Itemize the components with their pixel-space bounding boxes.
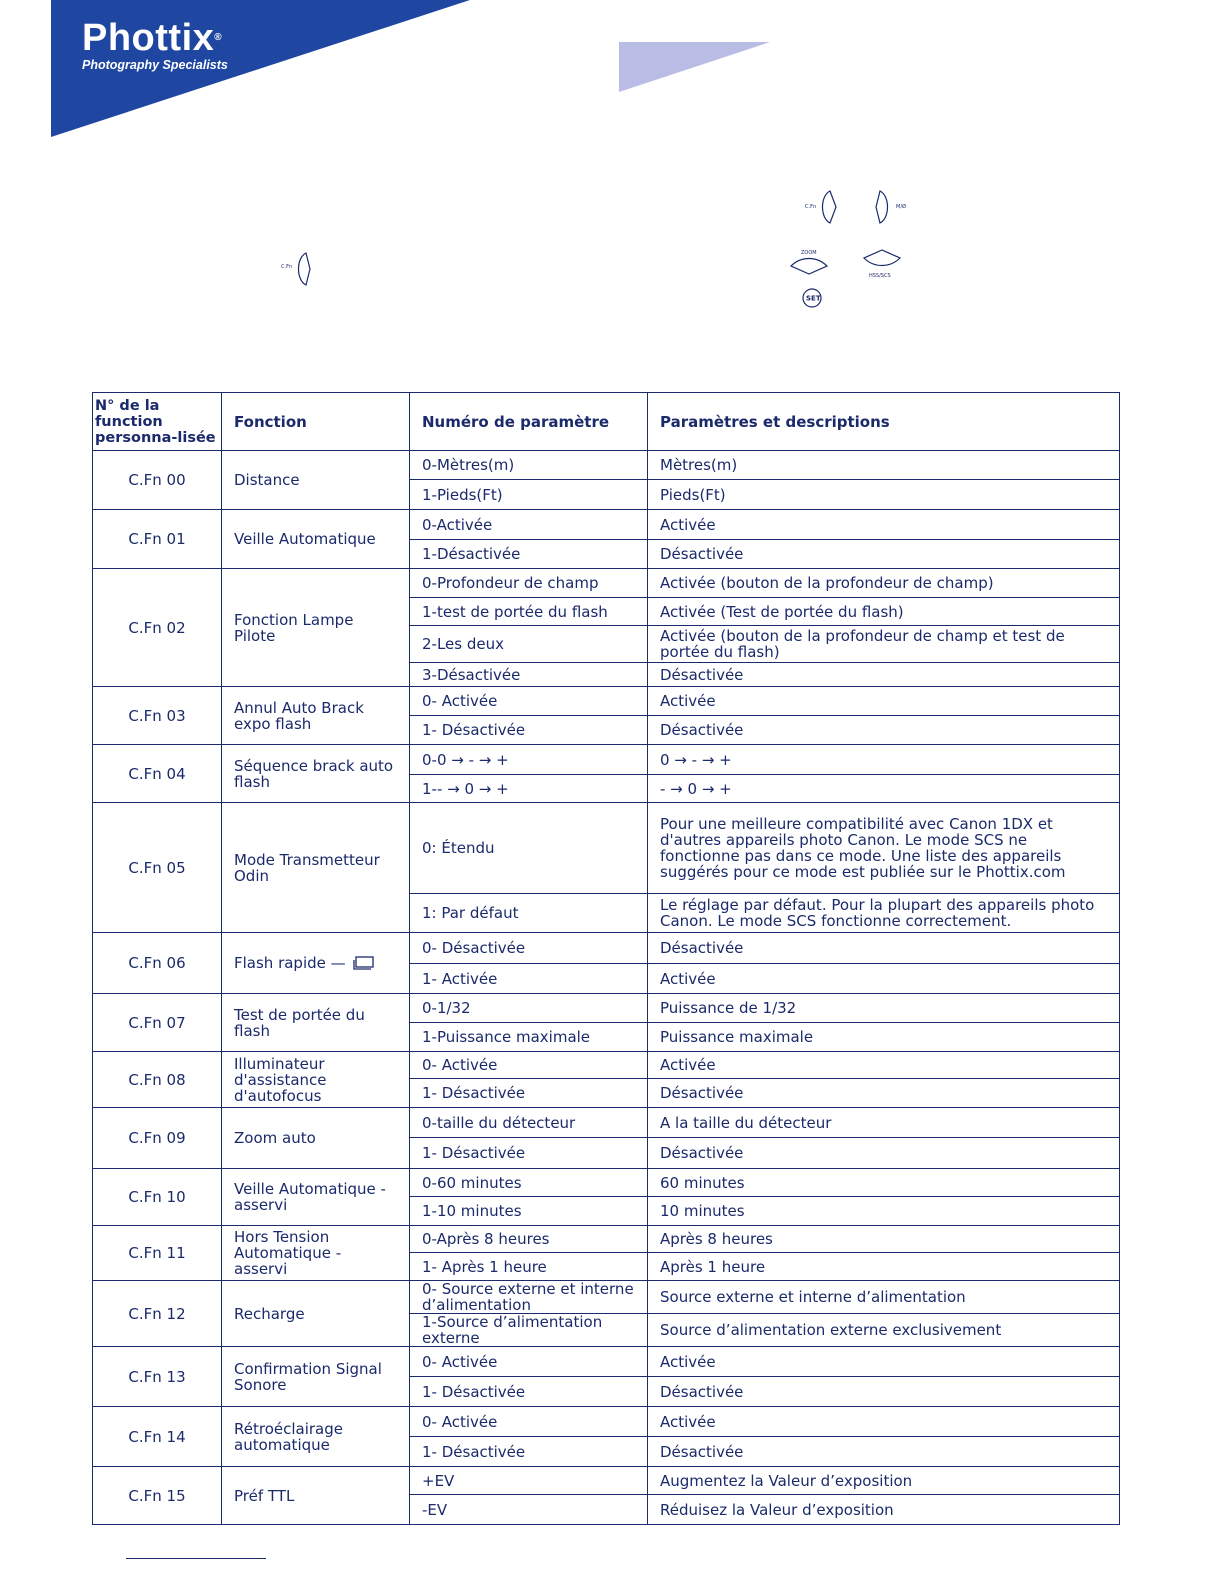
hss-scs-button-icon	[858, 246, 906, 280]
parameter-number-cell: 3-Désactivée	[410, 663, 648, 687]
parameter-number-cell: 1- Après 1 heure	[410, 1253, 648, 1281]
function-name-cell	[222, 1467, 410, 1525]
function-number-cell: C.Fn 09	[93, 1108, 222, 1169]
zoom-button-icon	[786, 246, 832, 280]
parameter-description-cell: Activée	[648, 1407, 1120, 1437]
parameter-number-cell: 0-Après 8 heures	[410, 1226, 648, 1253]
table-row	[93, 1052, 1120, 1079]
parameter-number-cell: 1- Désactivée	[410, 1377, 648, 1407]
function-number-cell: C.Fn 07	[93, 994, 222, 1052]
mode-label: M/Ø	[896, 204, 906, 210]
parameter-description-cell: 0 → - → +	[648, 745, 1120, 775]
function-name: Hors Tension Automatique - asservi	[234, 1228, 342, 1278]
table-row	[93, 1347, 1120, 1377]
parameter-description-cell: Activée	[648, 687, 1120, 716]
function-name: Rétroéclairage automatique	[234, 1419, 343, 1454]
table-row	[93, 1226, 1120, 1253]
function-name-cell	[222, 1052, 410, 1108]
function-name-cell	[222, 1347, 410, 1407]
parameter-number-cell: 0: Étendu	[410, 803, 648, 894]
function-number-cell: C.Fn 04	[93, 745, 222, 803]
parameter-number-cell: 1- Désactivée	[410, 1437, 648, 1467]
parameter-number-cell: 1-Pieds(Ft)	[410, 480, 648, 510]
parameter-description-cell: Activée	[648, 510, 1120, 540]
parameter-number-cell: 2-Les deux	[410, 626, 648, 663]
header-function: Fonction	[222, 393, 410, 451]
function-number-cell: C.Fn 11	[93, 1226, 222, 1281]
function-name-cell	[222, 510, 410, 569]
function-number-cell: C.Fn 06	[93, 933, 222, 994]
function-number-cell: C.Fn 03	[93, 687, 222, 745]
function-name-cell	[222, 1281, 410, 1347]
parameter-number-cell: 1- Désactivée	[410, 1138, 648, 1169]
function-name: Mode Transmetteur Odin	[234, 850, 380, 885]
function-name: Test de portée du flash	[234, 1005, 365, 1040]
function-name: Annul Auto Brack expo flash	[234, 698, 364, 733]
function-name: Veille Automatique - asservi	[234, 1180, 386, 1214]
parameter-description-cell: Activée (bouton de la profondeur de champ et test de portée du flash)	[648, 626, 1120, 663]
header-function-number: N° de la function personna-lisée	[93, 393, 222, 451]
table-row	[93, 933, 1120, 964]
parameter-description-cell: Mètres(m)	[648, 451, 1120, 480]
parameter-number-cell: 0- Activée	[410, 1407, 648, 1437]
table-row	[93, 1108, 1120, 1138]
function-name-cell	[222, 745, 410, 803]
parameter-description-cell: Désactivée	[648, 1437, 1120, 1467]
function-name-cell	[222, 1169, 410, 1226]
parameter-description-cell: Désactivée	[648, 663, 1120, 687]
parameter-number-cell: 0- Activée	[410, 687, 648, 716]
function-name: Distance	[234, 471, 300, 489]
parameter-number-cell: 1- Activée	[410, 964, 648, 994]
function-name-cell	[222, 803, 410, 933]
parameter-description-cell: Source externe et interne d’alimentation	[648, 1281, 1120, 1314]
table-row	[93, 1467, 1120, 1495]
parameter-number-cell: -EV	[410, 1495, 648, 1525]
parameter-number-cell: 0-taille du détecteur	[410, 1108, 648, 1138]
parameter-number-cell: 0- Activée	[410, 1347, 648, 1377]
zoom-label: ZOOM	[801, 250, 817, 256]
parameter-number-cell: 1: Par défaut	[410, 894, 648, 933]
function-name: Recharge	[234, 1304, 305, 1323]
parameter-description-cell: Puissance maximale	[648, 1023, 1120, 1052]
table-body	[93, 451, 1120, 1525]
function-number-cell: C.Fn 13	[93, 1347, 222, 1407]
table-row	[93, 994, 1120, 1023]
function-number-cell: C.Fn 10	[93, 1169, 222, 1226]
parameter-number-cell: 0- Source externe et interne d’alimentation	[410, 1281, 648, 1314]
cfn-button-icon	[800, 188, 846, 226]
mode-button-icon	[872, 188, 918, 226]
set-button-icon	[800, 286, 824, 310]
hss-scs-label: HSS/SCS	[869, 273, 891, 279]
parameter-description-cell: Puissance de 1/32	[648, 994, 1120, 1023]
table-row	[93, 510, 1120, 540]
parameter-description-cell: Désactivée	[648, 933, 1120, 964]
function-name: Illuminateur d'assistance d'autofocus	[234, 1054, 327, 1105]
table-header-row	[93, 393, 1120, 451]
logo-tagline: Photography Specialists	[82, 58, 228, 72]
accent-triangle	[619, 42, 770, 92]
parameter-description-cell: Source d’alimentation externe exclusivement	[648, 1314, 1120, 1347]
parameter-description-cell: 10 minutes	[648, 1197, 1120, 1226]
table-row	[93, 451, 1120, 480]
continuous-shooting-icon	[352, 955, 378, 971]
parameter-description-cell: - → 0 → +	[648, 775, 1120, 803]
parameter-description-cell: Après 8 heures	[648, 1226, 1120, 1253]
function-number-cell: C.Fn 08	[93, 1052, 222, 1108]
parameter-number-cell: 0-60 minutes	[410, 1169, 648, 1197]
parameter-number-cell: 0-1/32	[410, 994, 648, 1023]
parameter-description-cell: Le réglage par défaut. Pour la plupart des appareils photo Canon. Le mode SCS fonctionne correctement.	[648, 894, 1120, 933]
parameter-number-cell: 0-Activée	[410, 510, 648, 540]
parameter-description-cell: Activée (bouton de la profondeur de champ)	[648, 569, 1120, 598]
function-number-cell: C.Fn 14	[93, 1407, 222, 1467]
function-number-cell: C.Fn 05	[93, 803, 222, 933]
parameter-description-cell: Augmentez la Valeur d’exposition	[648, 1467, 1120, 1495]
parameter-number-cell: 1-Désactivée	[410, 540, 648, 569]
function-name: Zoom auto	[234, 1129, 316, 1147]
function-name: Veille Automatique	[234, 530, 376, 548]
function-name-cell	[222, 569, 410, 687]
function-name: Fonction Lampe Pilote	[234, 610, 354, 645]
parameter-number-cell: 1-- → 0 → +	[410, 775, 648, 803]
parameter-description-cell: Désactivée	[648, 1079, 1120, 1108]
parameter-description-cell: Activée	[648, 1052, 1120, 1079]
parameter-number-cell: 0- Désactivée	[410, 933, 648, 964]
function-name: Confirmation Signal Sonore	[234, 1359, 382, 1394]
parameter-description-cell: Désactivée	[648, 1138, 1120, 1169]
parameter-number-cell: 0-Mètres(m)	[410, 451, 648, 480]
parameter-description-cell: Pour une meilleure compatibilité avec Canon 1DX et d'autres appareils photo Canon. Le mode SCS ne fonctionne pas dans ce mode. Une liste des appareils suggérés pour ce mode est publiée sur le Phottix.com	[648, 803, 1120, 894]
function-name-cell	[222, 451, 410, 510]
parameter-number-cell: 0- Activée	[410, 1052, 648, 1079]
parameter-description-cell: Après 1 heure	[648, 1253, 1120, 1281]
cfn-label: C.Fn	[805, 204, 817, 210]
parameter-number-cell: +EV	[410, 1467, 648, 1495]
function-number-cell: C.Fn 15	[93, 1467, 222, 1525]
function-number-cell: C.Fn 12	[93, 1281, 222, 1347]
parameter-number-cell: 1-Puissance maximale	[410, 1023, 648, 1052]
function-number-cell: C.Fn 01	[93, 510, 222, 569]
table-row	[93, 687, 1120, 716]
header-parameters-descriptions: Paramètres et descriptions	[648, 393, 1120, 451]
cfn-left-label: C.Fn	[281, 264, 293, 270]
parameter-number-cell: 1- Désactivée	[410, 716, 648, 745]
function-name-cell	[222, 994, 410, 1052]
custom-functions-table	[92, 392, 1120, 1525]
function-name: Séquence brack auto flash	[234, 756, 394, 791]
function-name-cell	[222, 1108, 410, 1169]
parameter-description-cell: Désactivée	[648, 716, 1120, 745]
function-name: Flash rapide —	[234, 953, 346, 972]
function-name-cell	[222, 1407, 410, 1467]
function-name: Préf TTL	[234, 1486, 295, 1505]
table-row	[93, 745, 1120, 775]
parameter-number-cell: 0-Profondeur de champ	[410, 569, 648, 598]
function-number-cell: C.Fn 00	[93, 451, 222, 510]
parameter-description-cell: Pieds(Ft)	[648, 480, 1120, 510]
header-parameter-number: Numéro de paramètre	[410, 393, 648, 451]
logo-registered-mark: ®	[214, 32, 223, 43]
parameter-description-cell: Désactivée	[648, 540, 1120, 569]
parameter-description-cell: Activée	[648, 1347, 1120, 1377]
table-row	[93, 569, 1120, 598]
cfn-left-button-icon	[276, 250, 322, 288]
table-row	[93, 803, 1120, 894]
table-row	[93, 1281, 1120, 1314]
table-row	[93, 1407, 1120, 1437]
function-name-cell	[222, 1226, 410, 1281]
parameter-description-cell: A la taille du détecteur	[648, 1108, 1120, 1138]
parameter-description-cell: Activée (Test de portée du flash)	[648, 598, 1120, 626]
parameter-number-cell: 1-test de portée du flash	[410, 598, 648, 626]
parameter-number-cell: 1- Désactivée	[410, 1079, 648, 1108]
function-number-cell: C.Fn 02	[93, 569, 222, 687]
table-row	[93, 1169, 1120, 1197]
function-name-cell	[222, 933, 410, 994]
phottix-logo	[82, 18, 228, 72]
parameter-description-cell: Désactivée	[648, 1377, 1120, 1407]
parameter-number-cell: 1-Source d’alimentation externe	[410, 1314, 648, 1347]
parameter-description-cell: Activée	[648, 964, 1120, 994]
footer-rule	[126, 1558, 266, 1559]
parameter-number-cell: 0-0 → - → +	[410, 745, 648, 775]
set-label: SET	[806, 294, 821, 303]
function-name-cell	[222, 687, 410, 745]
parameter-number-cell: 1-10 minutes	[410, 1197, 648, 1226]
parameter-description-cell: Réduisez la Valeur d’exposition	[648, 1495, 1120, 1525]
logo-name: Phottix	[82, 17, 215, 59]
parameter-description-cell: 60 minutes	[648, 1169, 1120, 1197]
